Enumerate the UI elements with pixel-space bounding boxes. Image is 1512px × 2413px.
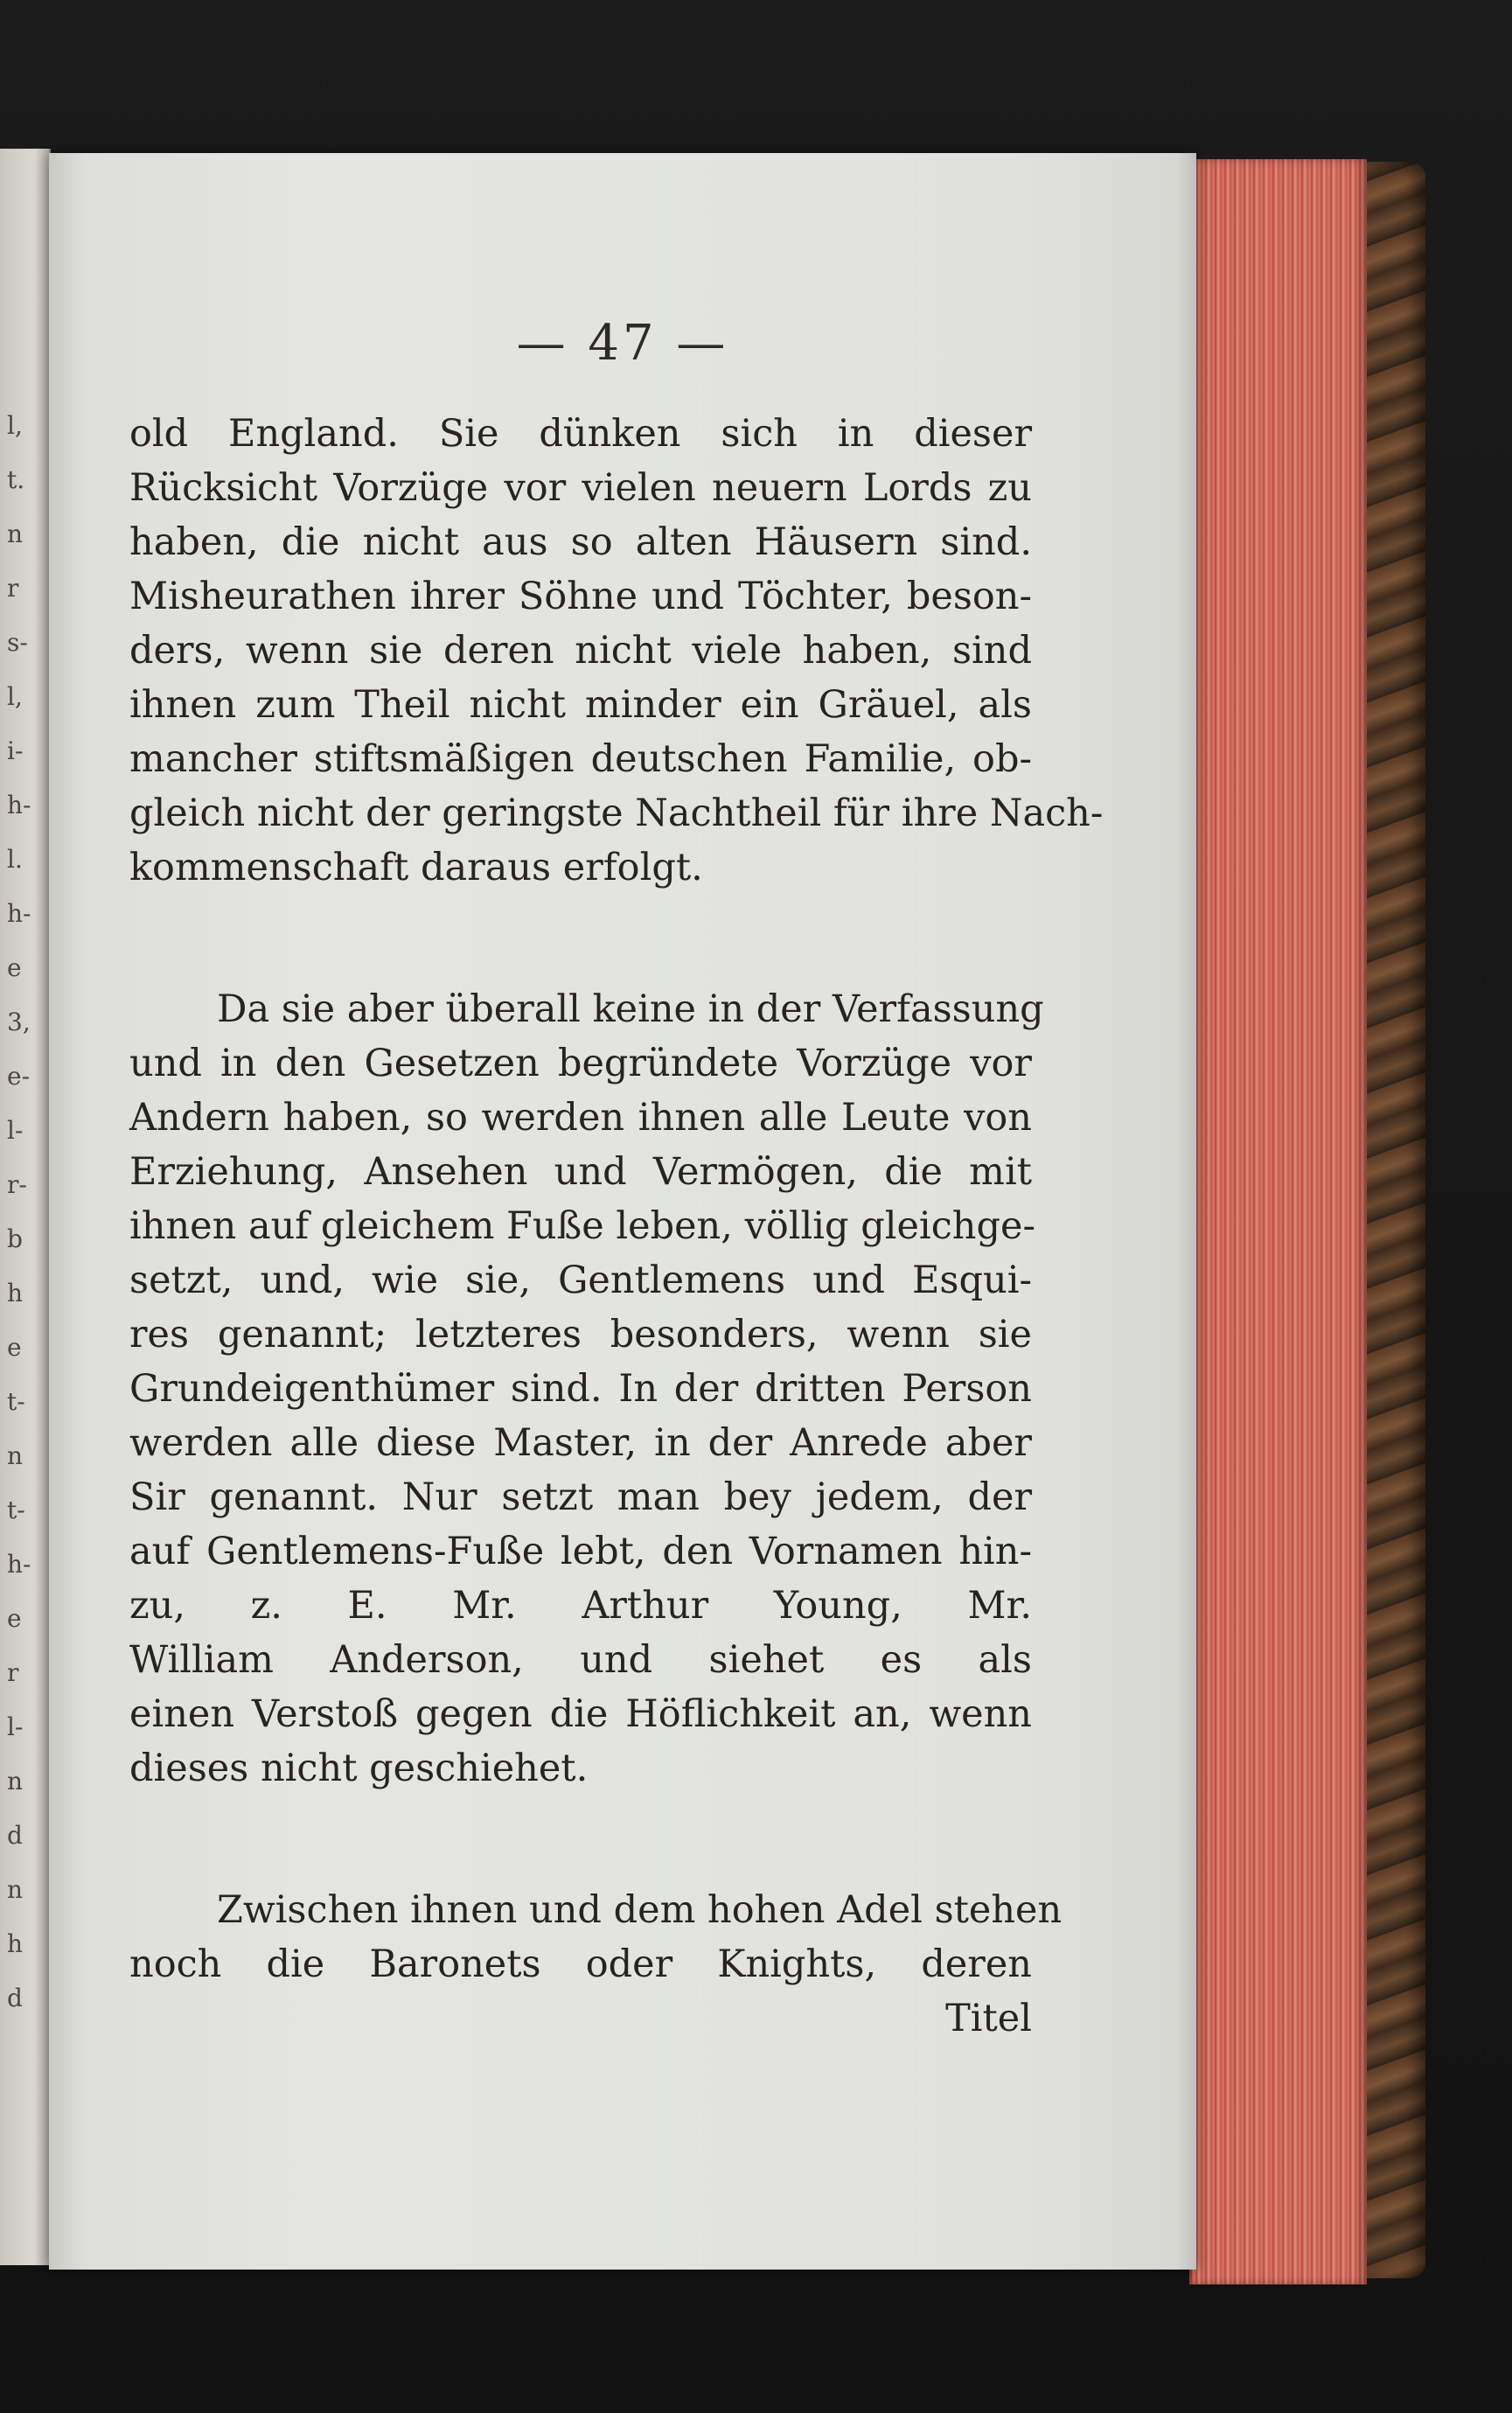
text-line: mancher stiftsmäßigen deutschen Familie, ob- [129,737,1032,781]
text-line: ihnen zum Theil nicht minder ein Gräuel, als [129,683,1032,727]
text-line: und in den Gesetzen begründete Vorzüge vor [129,1042,1032,1085]
paragraph-2 [129,982,1044,1796]
facing-page-glyph: l. [7,845,23,874]
text-line: kommenschaft daraus erfolgt. [129,846,703,889]
facing-page-glyph: e [7,1333,22,1362]
paragraph-1 [129,407,1104,895]
facing-page-glyph: r [7,1658,19,1687]
text-line: zu, z. E. Mr. Arthur Young, Mr. [129,1584,1032,1628]
facing-page-glyph: h- [7,899,31,928]
text-line: ihnen auf gleichem Fuße leben, völlig gleichge- [129,1204,1035,1248]
facing-page-glyph: t- [7,1496,25,1524]
page-edges [1189,159,1367,2284]
page-text [129,407,1104,2046]
facing-page-glyph: d [7,1984,23,2012]
text-line: Zwischen ihnen und dem hohen Adel stehen [217,1888,1063,1932]
facing-page-glyph: l- [7,1116,24,1145]
facing-page-glyph: b [7,1224,23,1253]
facing-page-glyph: n [7,1441,24,1470]
facing-page-glyph: r [7,574,19,603]
facing-page-glyph: t. [7,465,25,494]
facing-page-glyph: h [7,1279,24,1308]
text-line: Erziehung, Ansehen und Vermögen, die mit [129,1150,1032,1194]
facing-page-glyph: i- [7,736,24,765]
text-line: ders, wenn sie deren nicht viele haben, sind [129,629,1032,673]
text-line: werden alle diese Master, in der Anrede aber [129,1421,1032,1465]
facing-page-glyph: e- [7,1062,31,1091]
facing-page-glyph: h [7,1929,24,1958]
text-line: old England. Sie dünken sich in dieser [129,412,1032,456]
facing-page-glyph: n [7,1875,24,1904]
text-line: haben, die nicht aus so alten Häusern sind. [129,520,1032,564]
text-line: dieses nicht geschiehet. [129,1747,589,1790]
text-line: Sir genannt. Nur setzt man bey jedem, der [129,1475,1032,1519]
paragraph-3 [129,1883,1063,2046]
text-line: Rücksicht Vorzüge vor vielen neuern Lords zu [129,466,1032,510]
facing-page-glyph: n [7,1767,24,1796]
facing-page-glyph: s- [7,628,28,657]
facing-page-glyph: e [7,953,22,982]
text-line: Da sie aber überall keine in der Verfassung [217,987,1044,1031]
text-line: auf Gentlemens-Fuße lebt, den Vornamen hin- [129,1530,1032,1573]
text-line: William Anderson, und siehet es als [129,1638,1032,1682]
facing-page-glyph: 3, [7,1008,31,1036]
text-line: gleich nicht der geringste Nachtheil für ihre Nach- [129,792,1104,835]
text-line: Andern haben, so werden ihnen alle Leute von [129,1096,1032,1140]
facing-page-glyph: t- [7,1387,25,1416]
facing-page-glyph: r- [7,1170,27,1199]
facing-page-glyph: n [7,520,24,548]
facing-page-glyph: d [7,1821,23,1850]
text-line: setzt, und, wie sie, Gentlemens und Esqui- [129,1259,1032,1302]
facing-page-glyph: h- [7,1550,31,1579]
left-facing-page [0,149,51,2265]
text-line: noch die Baronets oder Knights, deren [129,1942,1032,1986]
catchword: Titel [945,1997,1032,2040]
facing-page-glyph: l- [7,1712,24,1741]
text-line: Grundeigenthümer sind. In der dritten Person [129,1367,1032,1411]
text-line: res genannt; letzteres besonders, wenn sie [129,1313,1032,1356]
book-page [49,153,1196,2270]
facing-page-glyph: e [7,1604,22,1633]
facing-page-glyph: l, [7,411,23,440]
text-line: einen Verstoß gegen die Höflichkeit an, wenn [129,1692,1032,1736]
facing-page-glyph: l, [7,682,23,711]
text-line: Misheurathen ihrer Söhne und Töchter, beson- [129,575,1032,618]
facing-page-glyph: h- [7,791,31,819]
page-number-header: — 47 — [516,315,729,372]
